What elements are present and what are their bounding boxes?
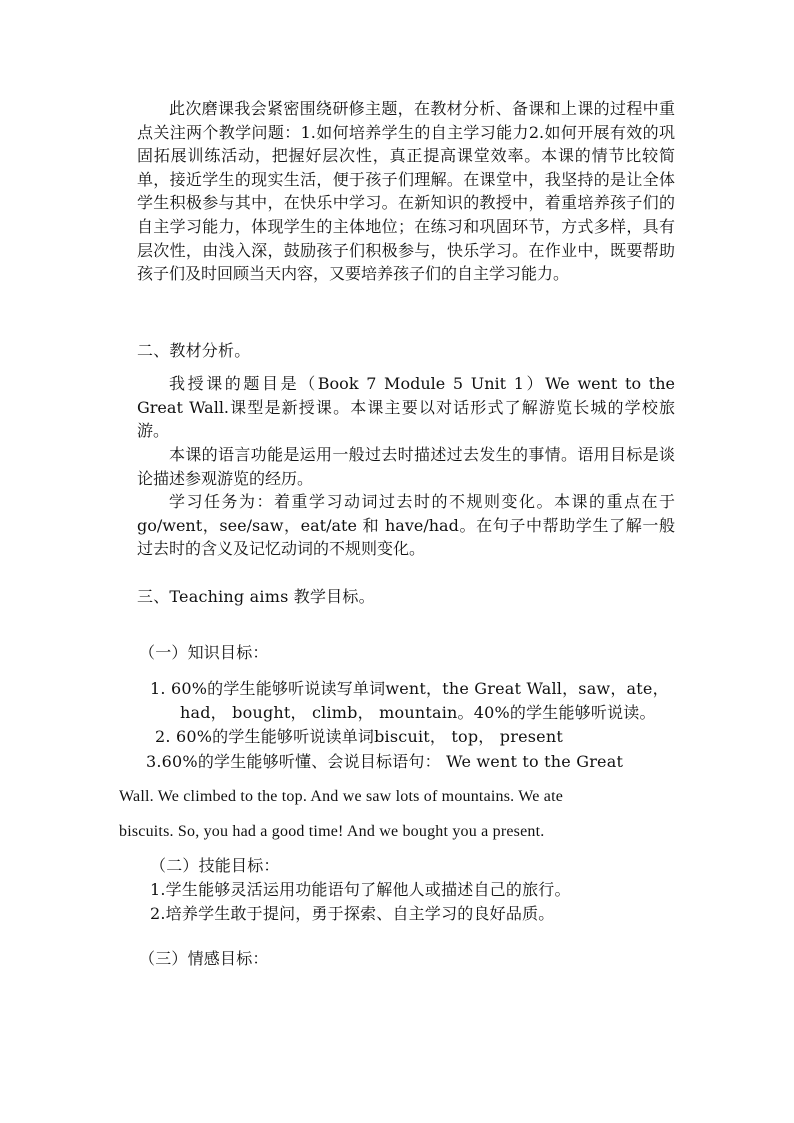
materials-paragraph-function: 本课的语言功能是运用一般过去时描述过去发生的事情。语用目标是谈论描述参观游览的经历。 [137,445,675,488]
knowledge-item-3-line-3: biscuits. So, you had a good time! And we bought you a present. [119,823,545,840]
skills-item-2: 2.培养学生敢于提问，勇于探索、自主学习的良好品质。 [150,904,555,923]
intro-paragraph: 此次磨课我会紧密围绕研修主题，在教材分析、备课和上课的过程中重点关注两个教学问题：1.如何培养学生的自主学习能力2.如何开展有效的巩固拓展训练活动，把握好层次性，真正提高课堂效率。本课的情节比较简单，接近学生的现实生活，便于孩子们理解。在课堂中，我坚持的是让全体学生积极参与其中，在快乐中学习。在新知识的教授中，着重培养孩子们的自主学习能力，体现学生的主体地位；在练习和巩固环节，方式多样，具有层次性，由浅入深，鼓励孩子们积极参与，快乐学习。在作业中，既要帮助孩子们及时回顾当天内容，又要培养孩子们的自主学习能力。 [137,99,675,284]
knowledge-item-1-line-2: had， bought， climb， mountain。40%的学生能够听说读。 [180,703,656,722]
skills-item-1: 1.学生能够灵活运用功能语句了解他人或描述自己的旅行。 [150,880,571,899]
knowledge-item-2: 2. 60%的学生能够听说读单词biscuit， top， present [155,727,563,746]
subheading-skills: （二）技能目标： [150,856,280,875]
knowledge-item-3-line-2: Wall. We climbed to the top. And we saw lots of mountains. We ate [119,788,564,805]
subheading-knowledge: （一）知识目标： [139,643,269,662]
knowledge-item-1-line-1: 1. 60%的学生能够听说读写单词went，the Great Wall，saw，ate， [150,679,669,698]
section-heading-materials: 二、教材分析。 [137,341,251,360]
materials-paragraph-task: 学习任务为：着重学习动词过去时的不规则变化。本课的重点在于 go/went，see/saw，eat/ate 和 have/had。在句子中帮助学生了解一般过去时的含义及记忆动词的不规则变化。 [137,492,675,559]
subheading-emotion: （三）情感目标： [139,949,269,968]
knowledge-item-3-line-1: 3.60%的学生能够听懂、会说目标语句： We went to the Great [146,752,624,771]
materials-paragraph-topic: 我授课的题目是（Book 7 Module 5 Unit 1）We went to the Great Wall.课型是新授课。本课主要以对话形式了解游览长城的学校旅游。 [137,374,675,441]
section-heading-aims: 三、Teaching aims 教学目标。 [137,587,375,606]
